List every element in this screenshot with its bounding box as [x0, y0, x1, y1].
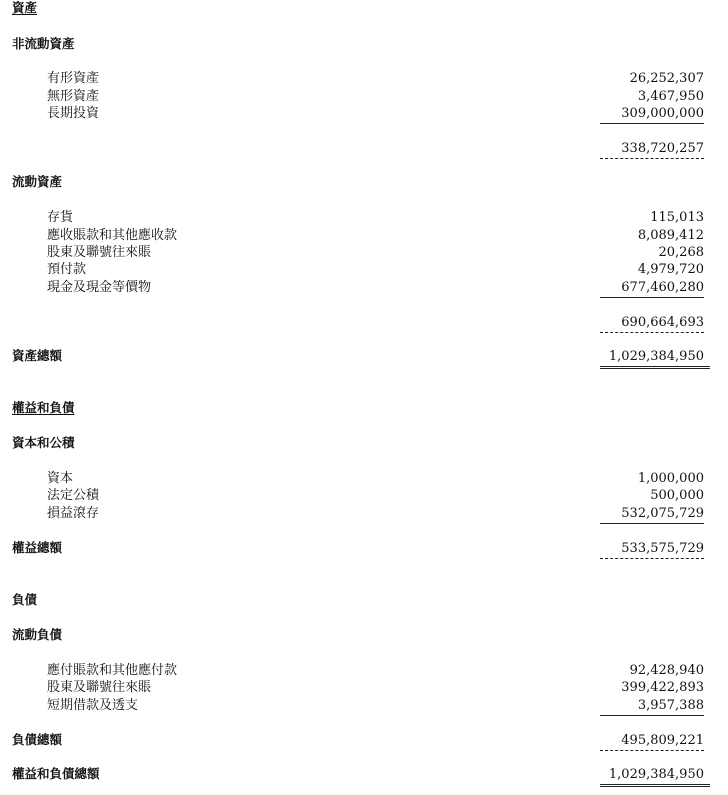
assets-heading: 資產 — [12, 0, 38, 15]
current-liabilities-heading: 流動負債 — [12, 627, 63, 642]
line-item-label: 長期投資 — [47, 106, 100, 121]
dashed-rule — [600, 158, 704, 159]
line-item-label: 有形資產 — [47, 71, 100, 86]
line-item-amount: 532,075,729 — [621, 506, 704, 521]
line-item-amount: 309,000,000 — [621, 106, 704, 121]
line-item-label: 短期借款及透支 — [47, 698, 139, 713]
line-item-amount: 26,252,307 — [629, 71, 704, 86]
line-item-label: 資本 — [47, 471, 74, 486]
dashed-rule — [600, 558, 704, 559]
current-assets-subtotal: 690,664,693 — [621, 315, 704, 330]
total-liabilities-label: 負債總額 — [12, 732, 63, 747]
line-item-amount: 4,979,720 — [637, 262, 704, 277]
non-current-assets-subtotal: 338,720,257 — [621, 141, 704, 156]
line-item-amount: 115,013 — [650, 210, 704, 225]
line-item-label: 損益滾存 — [47, 506, 100, 521]
total-equity-amount: 533,575,729 — [621, 541, 704, 556]
total-equity-label: 權益總額 — [12, 540, 63, 555]
double-rule — [600, 366, 710, 369]
line-item-amount: 3,467,950 — [637, 89, 704, 104]
line-item-label: 無形資產 — [47, 89, 100, 104]
dashed-rule — [600, 750, 704, 751]
rule-line — [600, 523, 704, 524]
liabilities-heading: 負債 — [12, 592, 38, 607]
double-rule — [600, 784, 710, 787]
rule-line — [600, 297, 704, 298]
rule-line — [600, 123, 704, 124]
line-item-amount: 20,268 — [658, 245, 704, 260]
non-current-assets-heading: 非流動資產 — [12, 36, 75, 51]
rule-line — [600, 715, 704, 716]
total-assets-label: 資產總額 — [12, 348, 63, 363]
line-item-label: 股東及聯號往來賬 — [47, 245, 152, 260]
total-liabilities-amount: 495,809,221 — [621, 733, 704, 748]
line-item-label: 存貨 — [47, 210, 74, 225]
line-item-label: 應付賬款和其他應付款 — [47, 663, 178, 678]
line-item-amount: 1,000,000 — [637, 471, 704, 486]
total-assets-amount: 1,029,384,950 — [608, 349, 704, 364]
total-equity-liabilities-label: 權益和負債總額 — [12, 766, 100, 781]
line-item-label: 股東及聯號往來賬 — [47, 680, 152, 695]
dashed-rule — [600, 332, 704, 333]
line-item-label: 現金及現金等價物 — [47, 280, 152, 295]
line-item-label: 應收賬款和其他應收款 — [47, 228, 178, 243]
line-item-amount: 500,000 — [650, 488, 704, 503]
equity-liabilities-heading: 權益和負債 — [12, 400, 75, 415]
total-equity-liabilities-amount: 1,029,384,950 — [608, 767, 704, 782]
line-item-amount: 92,428,940 — [629, 663, 704, 678]
line-item-amount: 3,957,388 — [637, 698, 704, 713]
line-item-label: 預付款 — [47, 262, 87, 277]
line-item-label: 法定公積 — [47, 488, 100, 503]
capital-reserves-heading: 資本和公積 — [12, 435, 75, 450]
line-item-amount: 8,089,412 — [637, 228, 704, 243]
line-item-amount: 399,422,893 — [621, 680, 704, 695]
current-assets-heading: 流動資產 — [12, 174, 63, 189]
line-item-amount: 677,460,280 — [621, 280, 704, 295]
